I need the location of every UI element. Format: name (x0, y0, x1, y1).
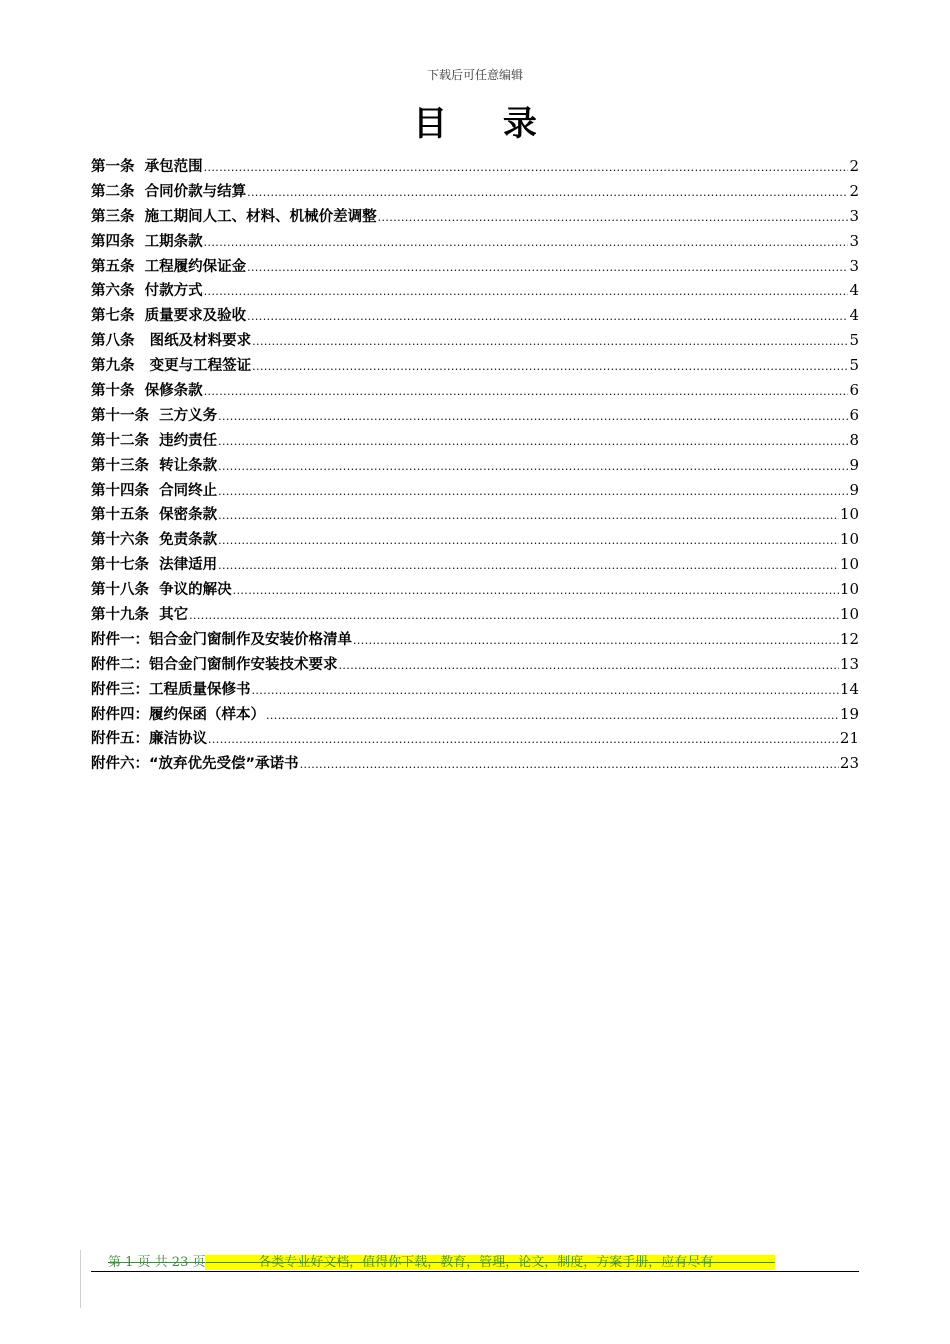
toc-leader-dots (378, 206, 849, 231)
toc-entry-page: 13 (839, 654, 859, 673)
toc-leader-dots (204, 156, 849, 181)
toc-entry-label: 第八条 图纸及材料要求 (91, 333, 252, 350)
toc-leader-dots (252, 355, 848, 380)
toc-entry-label: 第十八条 争议的解决 (91, 582, 232, 599)
toc-entry[interactable] (91, 702, 859, 727)
header-note: 下载后可任意编辑 (426, 68, 523, 82)
toc-entry-label: 第十六条 免责条款 (91, 532, 218, 549)
toc-entry-label: 第七条 质量要求及验收 (91, 308, 247, 325)
toc-entry-page: 5 (849, 331, 859, 350)
toc-leader-dots (266, 704, 839, 729)
toc-entry-label: 附件三：工程质量保修书 (91, 681, 251, 698)
footer-margin-line (80, 1250, 81, 1308)
toc-entry-label: 第十七条 法律适用 (91, 557, 218, 574)
toc-entry-page: 2 (849, 181, 859, 200)
toc-leader-dots (218, 405, 848, 430)
toc-entry-page: 12 (839, 629, 859, 648)
toc-entry-label: 第二条 合同价款与结算 (91, 183, 247, 200)
toc-entry-label: 附件一：铝合金门窗制作及安装价格清单 (91, 631, 352, 648)
toc-entry-page: 10 (839, 605, 859, 624)
footer-banner: ------------各类专业好文档，值得你下载，教育，管理，论文，制度，方案手册，应有尽有-------------- (205, 1255, 775, 1270)
toc-entry[interactable] (91, 428, 859, 453)
toc-entry-label: 第十九条 其它 (91, 607, 189, 624)
toc-entry[interactable] (91, 627, 859, 652)
toc-leader-dots (208, 728, 839, 753)
footer (108, 1254, 775, 1272)
toc-entry-page: 21 (839, 729, 859, 748)
toc-entry[interactable] (91, 278, 859, 303)
toc-entry[interactable] (91, 353, 859, 378)
toc-entry-page: 10 (839, 555, 859, 574)
toc-entry-page: 23 (839, 754, 859, 773)
toc-entry[interactable] (91, 652, 859, 677)
toc-leader-dots (300, 753, 839, 778)
toc-leader-dots (189, 604, 839, 629)
toc-entry-label: 第十条 保修条款 (91, 383, 203, 400)
toc-entry-label: 第一条 承包范围 (91, 159, 203, 175)
toc-entry-label: 第十一条 三方义务 (91, 407, 218, 424)
toc-entry[interactable] (91, 204, 859, 229)
toc-entry[interactable] (91, 254, 859, 279)
toc-entry-label: 第四条 工期条款 (91, 233, 203, 250)
toc-entry-page: 3 (849, 256, 859, 275)
toc-entry[interactable] (91, 179, 859, 204)
toc-entry-page: 3 (849, 206, 859, 225)
toc-entry-page: 6 (849, 381, 859, 400)
toc-entry[interactable] (91, 403, 859, 428)
toc-leader-dots (252, 679, 839, 704)
toc-leader-dots (218, 455, 848, 480)
toc-entry-page: 9 (849, 455, 859, 474)
toc-leader-dots (218, 504, 839, 529)
toc-leader-dots (353, 629, 839, 654)
toc-leader-dots (204, 280, 849, 305)
table-of-contents (91, 154, 859, 776)
toc-entry-label: 第十五条 保密条款 (91, 507, 218, 524)
toc-entry[interactable] (91, 453, 859, 478)
toc-entry-page: 14 (839, 679, 859, 698)
toc-leader-dots (247, 256, 848, 281)
toc-entry[interactable] (91, 328, 859, 353)
toc-entry[interactable] (91, 751, 859, 776)
toc-leader-dots (218, 529, 839, 554)
toc-entry-label: 第九条 变更与工程签证 (91, 358, 252, 375)
page-title: 目 录 (413, 104, 559, 144)
toc-entry[interactable] (91, 303, 859, 328)
toc-entry-label: 第六条 付款方式 (91, 283, 203, 300)
toc-entry-label: 第十四条 合同终止 (91, 482, 218, 499)
toc-entry-label: 附件五：廉洁协议 (91, 731, 207, 748)
toc-entry-page: 19 (839, 704, 859, 723)
toc-leader-dots (252, 330, 848, 355)
footer-page-info: 第 1 页 共 23 页 (108, 1255, 206, 1270)
toc-leader-dots (247, 305, 848, 330)
toc-entry-page: 4 (849, 306, 859, 325)
toc-entry-page: 10 (839, 580, 859, 599)
toc-leader-dots (204, 231, 849, 256)
toc-entry[interactable] (91, 502, 859, 527)
toc-entry[interactable] (91, 154, 859, 179)
toc-leader-dots (218, 554, 839, 579)
toc-entry-label: 第五条 工程履约保证金 (91, 258, 247, 275)
toc-leader-dots (233, 579, 839, 604)
toc-entry[interactable] (91, 229, 859, 254)
toc-entry-page: 10 (839, 505, 859, 524)
toc-entry-page: 4 (849, 281, 859, 300)
toc-leader-dots (247, 181, 848, 206)
toc-entry-label: 附件二：铝合金门窗制作安装技术要求 (91, 656, 338, 673)
toc-entry-page: 3 (849, 231, 859, 250)
toc-entry[interactable] (91, 527, 859, 552)
toc-entry[interactable] (91, 378, 859, 403)
toc-entry[interactable] (91, 602, 859, 627)
toc-entry[interactable] (91, 726, 859, 751)
toc-entry-page: 5 (849, 356, 859, 375)
toc-entry[interactable] (91, 677, 859, 702)
toc-entry-label: 第十三条 转让条款 (91, 457, 218, 474)
toc-leader-dots (218, 430, 848, 455)
toc-leader-dots (204, 380, 849, 405)
toc-entry-page: 10 (839, 530, 859, 549)
toc-entry-label: 第三条 施工期间人工、材料、机械价差调整 (91, 208, 377, 225)
toc-leader-dots (339, 654, 839, 679)
toc-entry-label: 附件六：“放弃优先受偿”承诺书 (91, 756, 299, 773)
toc-entry[interactable] (91, 478, 859, 503)
toc-entry-label: 第十二条 违约责任 (91, 432, 218, 449)
toc-leader-dots (218, 480, 848, 505)
toc-entry-label: 附件四：履约保函（样本） (91, 706, 265, 723)
toc-entry-page: 9 (849, 480, 859, 499)
toc-entry-page: 6 (849, 405, 859, 424)
toc-entry-page: 2 (849, 157, 859, 175)
toc-entry[interactable] (91, 552, 859, 577)
toc-entry[interactable] (91, 577, 859, 602)
toc-entry-page: 8 (849, 430, 859, 449)
